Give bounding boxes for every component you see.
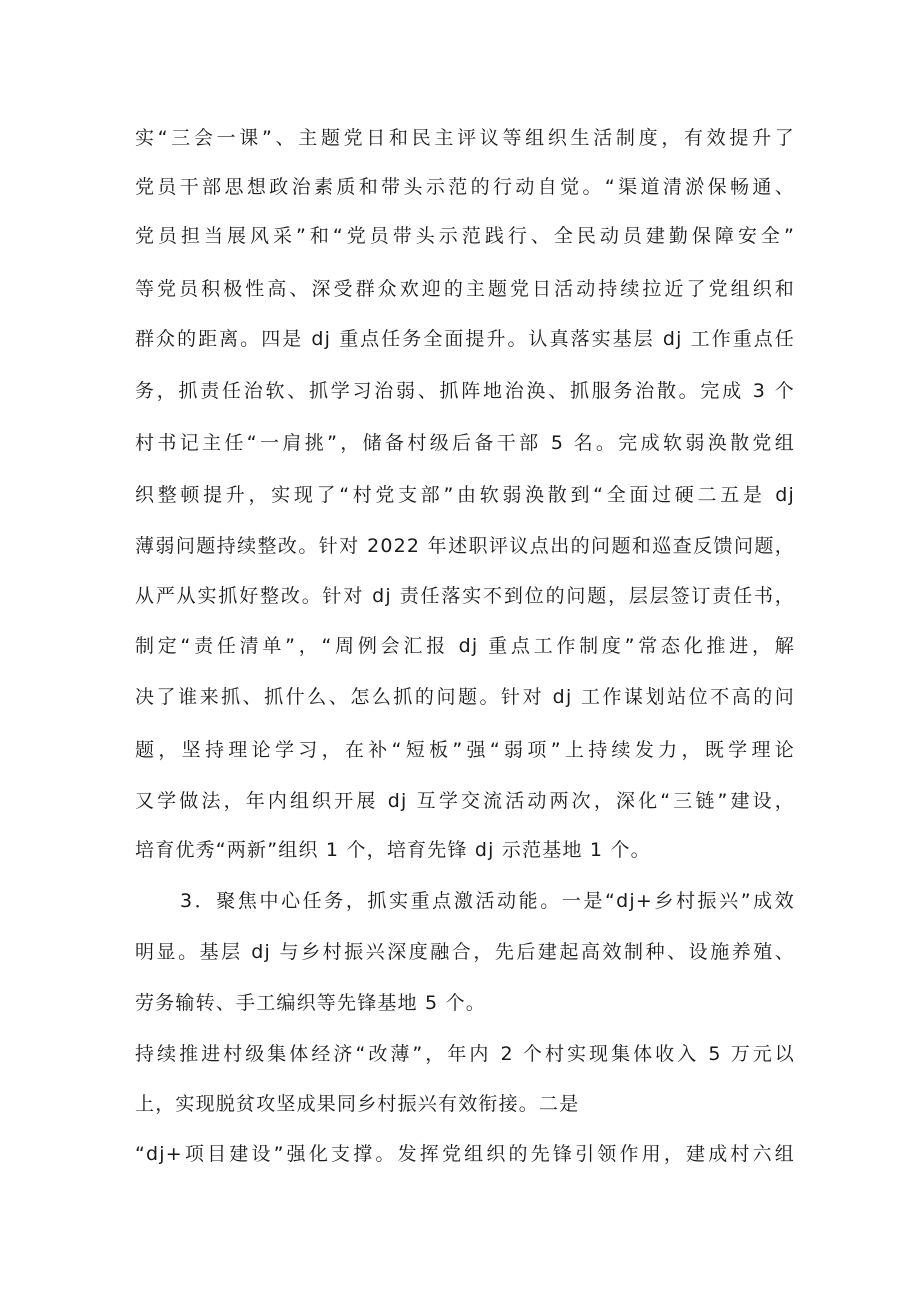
text-line-21: “dj+项目建设”强化支撑。发挥党组织的先锋引领作用，建成村六组 xyxy=(135,1143,795,1165)
text-line-10: 从严从实抓好整改。针对 dj 责任落实不到位的问题，层层签订责任书， xyxy=(135,585,795,607)
text-line-3: 党员担当展风采”和“党员带头示范践行、全民动员建勤保障安全” xyxy=(135,225,795,247)
text-line-18: 劳务输转、手工编织等先锋基地 5 个。 xyxy=(135,992,486,1014)
text-line-7: 村书记主任“一肩挑”，储备村级后备干部 5 名。完成软弱涣散党组 xyxy=(135,432,795,454)
text-line-5: 群众的距离。四是 dj 重点任务全面提升。认真落实基层 dj 工作重点任 xyxy=(135,328,795,350)
text-line-14: 又学做法，年内组织开展 dj 互学交流活动两次，深化“三链”建设， xyxy=(135,790,795,812)
text-line-19: 持续推进村级集体经济“改薄”，年内 2 个村实现集体收入 5 万元以 xyxy=(135,1043,795,1065)
text-line-4: 等党员积极性高、深受群众欢迎的主题党日活动持续拉近了党组织和 xyxy=(135,278,795,300)
text-line-17: 明显。基层 dj 与乡村振兴深度融合，先后建起高效制种、设施养殖、 xyxy=(135,941,795,963)
text-line-9: 薄弱问题持续整改。针对 2022 年述职评议点出的问题和巡查反馈问题， xyxy=(135,535,795,557)
text-line-8: 织整顿提升，实现了“村党支部”由软弱涣散到“全面过硬二五是 dj xyxy=(135,484,795,506)
text-line-12: 决了谁来抓、抓什么、怎么抓的问题。针对 dj 工作谋划站位不高的问 xyxy=(135,686,795,708)
text-line-16: 3．聚焦中心任务，抓实重点激活动能。一是“dj+乡村振兴”成效 xyxy=(180,890,795,912)
text-line-20: 上，实现脱贫攻坚成果同乡村振兴有效衔接。二是 xyxy=(135,1093,580,1115)
text-line-13: 题，坚持理论学习，在补“短板”强“弱项”上持续发力，既学理论 xyxy=(135,739,795,761)
text-line-2: 党员干部思想政治素质和带头示范的行动自觉。“渠道清淤保畅通、 xyxy=(135,176,795,198)
text-line-11: 制定“责任清单”，“周例会汇报 dj 重点工作制度”常态化推进，解 xyxy=(135,635,795,657)
text-line-1: 实“三会一课”、主题党日和民主评议等组织生活制度，有效提升了 xyxy=(135,127,795,149)
text-line-6: 务，抓责任治软、抓学习治弱、抓阵地治涣、抓服务治散。完成 3 个 xyxy=(135,380,795,402)
text-line-15: 培育优秀“两新”组织 1 个，培育先锋 dj 示范基地 1 个。 xyxy=(135,839,651,861)
